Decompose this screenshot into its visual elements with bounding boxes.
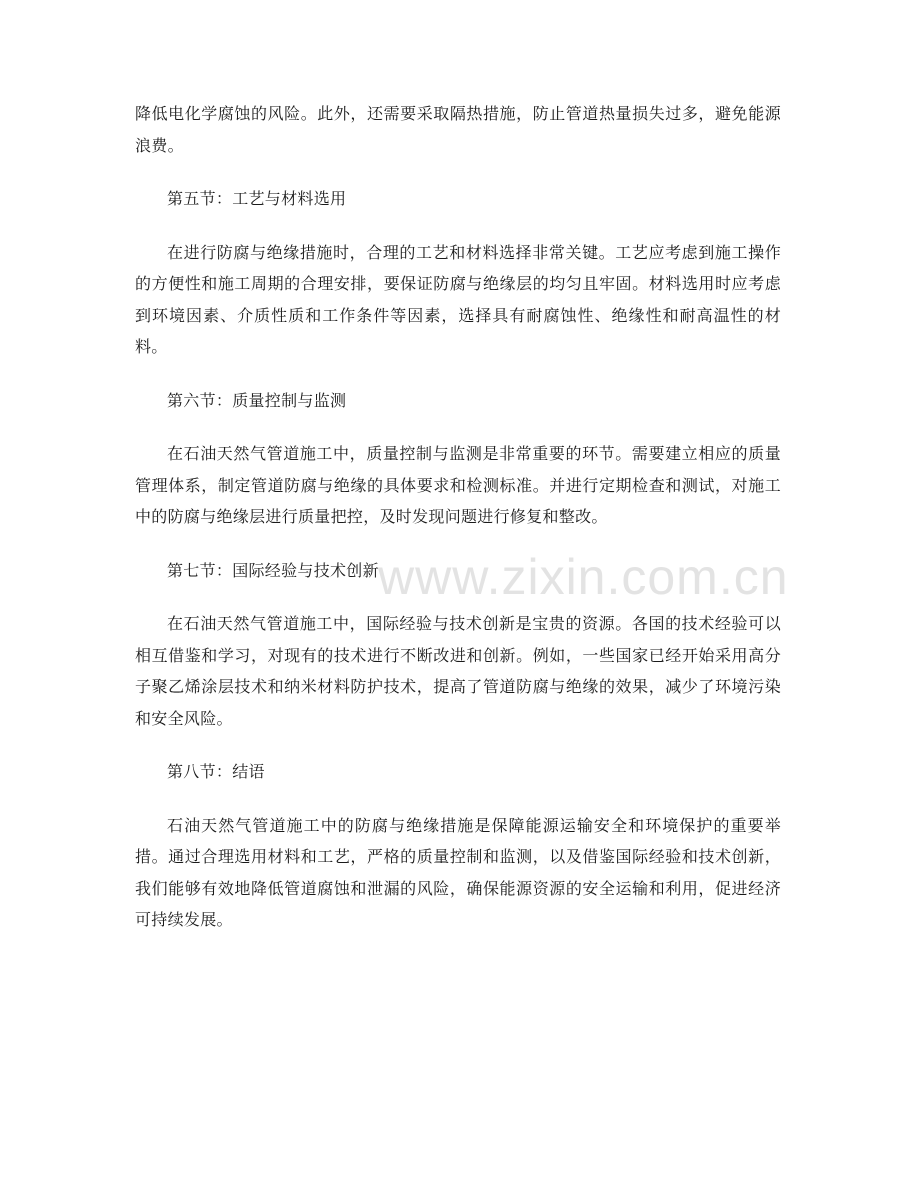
section-heading-6: 第六节：质量控制与监测 (167, 390, 347, 410)
paragraph-continued: 降低电化学腐蚀的风险。此外，还需要采取隔热措施，防止管道热量损失过多，避免能源浪费。 (135, 104, 781, 155)
paragraph-section-5: 在进行防腐与绝缘措施时，合理的工艺和材料选择非常关键。工艺应考虑到施工操作的方便性和施工周期的合理安排，要保证防腐与绝缘层的均匀且牢固。材料选用时应考虑到环境因素、介质性质和工作条件等因素，选择具有耐腐蚀性、绝缘性和耐高温性的材料。 (135, 242, 781, 356)
watermark: www.zixin.com.cn (378, 549, 789, 605)
paragraph-section-7: 在石油天然气管道施工中，国际经验与技术创新是宝贵的资源。各国的技术经验可以相互借鉴和学习，对现有的技术进行不断改进和创新。例如，一些国家已经开始采用高分子聚乙烯涂层技术和纳米材料防护技术，提高了管道防腐与绝缘的效果，减少了环境污染和安全风险。 (135, 614, 781, 728)
section-heading-7: 第七节：国际经验与技术创新 (167, 560, 379, 580)
paragraph-section-6: 在石油天然气管道施工中，质量控制与监测是非常重要的环节。需要建立相应的质量管理体系，制定管道防腐与绝缘的具体要求和检测标准。并进行定期检查和测试，对施工中的防腐与绝缘层进行质量把控，及时发现问题进行修复和整改。 (135, 444, 781, 526)
paragraph-section-8: 石油天然气管道施工中的防腐与绝缘措施是保障能源运输安全和环境保护的重要举措。通过合理选用材料和工艺，严格的质量控制和监测，以及借鉴国际经验和技术创新，我们能够有效地降低管道腐蚀和泄漏的风险，确保能源资源的安全运输和利用，促进经济可持续发展。 (135, 815, 781, 929)
document-body (135, 98, 781, 958)
section-heading-5: 第五节：工艺与材料选用 (167, 189, 347, 208)
section-heading-8: 第八节：结语 (167, 762, 265, 781)
